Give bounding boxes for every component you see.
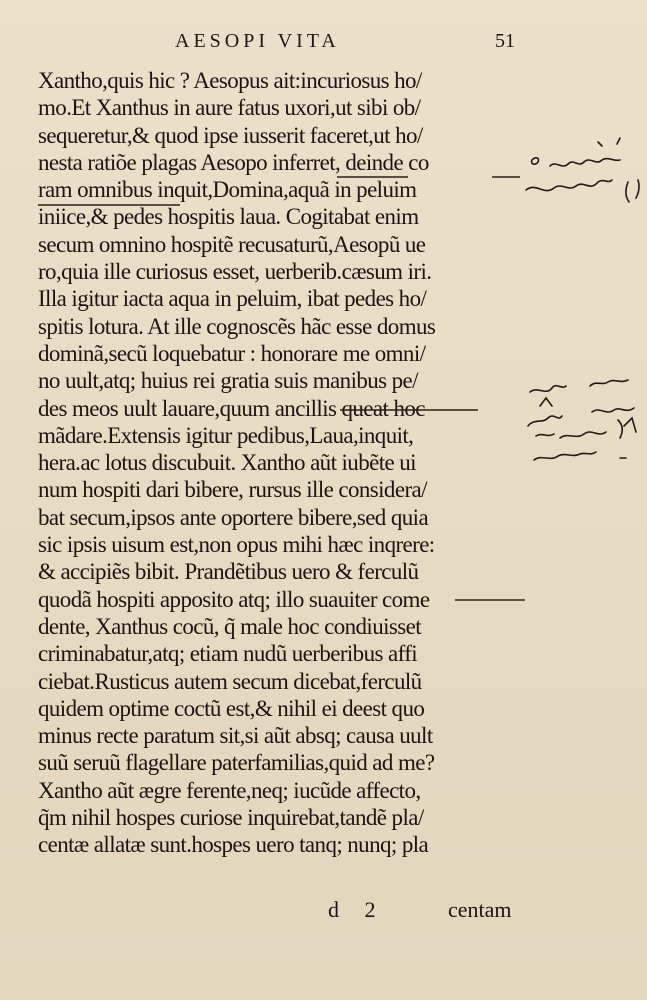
text-line: sic ipsis uisum est,non opus mihi hæc inqrere: xyxy=(38,532,435,558)
text-line: & accipiẽs bibit. Prandẽtibus uero & ferculũ xyxy=(38,559,419,585)
text-line: des meos uult lauare,quum ancillis queat hoc xyxy=(38,395,425,421)
text-line: minus recte paratum sit,si aũt absq; causa uult xyxy=(38,723,433,749)
handwritten-marginalia xyxy=(520,120,647,480)
text-line: nesta ratiõe plagas Aesopo inferret, deinde co xyxy=(38,149,429,175)
text-line: quodã hospiti apposito atq; illo suauiter come xyxy=(38,586,430,612)
text-line: iniice,& pedes hospitis laua. Cogitabat enim xyxy=(38,204,419,230)
text-line: Illa igitur iacta aqua in peluim, ibat pedes ho/ xyxy=(38,286,427,312)
text-line: sequeretur,& quod ipse iusserit faceret,ut ho/ xyxy=(38,122,423,148)
text-line: centæ allatæ sunt.hospes uero tanq; nunq; pla xyxy=(38,832,429,858)
text-line: dente, Xanthus cocũ, q̃ male hoc condiuisset xyxy=(38,613,421,639)
signature-mark: d 2 xyxy=(328,897,386,922)
text-line: hera.ac lotus discubuit. Xantho aũt iubẽte ui xyxy=(38,450,416,476)
text-line: Xantho,quis hic ? Aesopus ait:incuriosus ho/ xyxy=(38,68,422,93)
text-line: ciebat.Rusticus autem secum dicebat,ferculũ xyxy=(38,668,422,694)
page-header xyxy=(0,30,647,60)
running-title: AESOPI VITA xyxy=(175,30,340,52)
text-line: quidem optime coctũ est,& nihil ei deest quo xyxy=(38,695,425,721)
page-footer xyxy=(0,897,647,927)
text-line: ro,quia ille curiosus esset, uerberib.cæsum iri. xyxy=(38,259,432,285)
catchword: centam xyxy=(448,897,512,922)
text-line: mo.Et Xanthus in aure fatus uxori,ut sibi ob/ xyxy=(38,95,421,121)
text-line: spitis lotura. At ille cognoscẽs hãc esse domus xyxy=(38,313,436,339)
text-line: criminabatur,atq; etiam nudũ uerberibus affi xyxy=(38,641,418,667)
text-line: ram omnibus inquit,Domina,aquã in peluim xyxy=(38,177,417,203)
text-line: mãdare.Extensis igitur pedibus,Laua,inquit, xyxy=(38,422,414,448)
text-line: q̃m nihil hospes curiose inquirebat,tandẽ pla/ xyxy=(38,805,424,831)
text-line: secum omnino hospitẽ recusaturũ,Aesopũ ue xyxy=(38,231,426,257)
text-line: num hospiti dari bibere, rursus ille considera/ xyxy=(38,477,427,503)
text-line: dominã,secũ loquebatur : honorare me omni/ xyxy=(38,340,426,366)
text-line: bat secum,ipsos ante oportere bibere,sed quia xyxy=(38,504,429,530)
text-line: suũ seruũ flagellare paterfamilias,quid ad me? xyxy=(38,750,435,776)
body-text xyxy=(38,67,538,859)
text-line: Xantho aũt ægre ferente,neq; iucũde affecto, xyxy=(38,777,421,803)
folio-number: 51 xyxy=(495,30,515,52)
text-line: no uult,atq; huius rei gratia suis manibus pe/ xyxy=(38,368,418,394)
